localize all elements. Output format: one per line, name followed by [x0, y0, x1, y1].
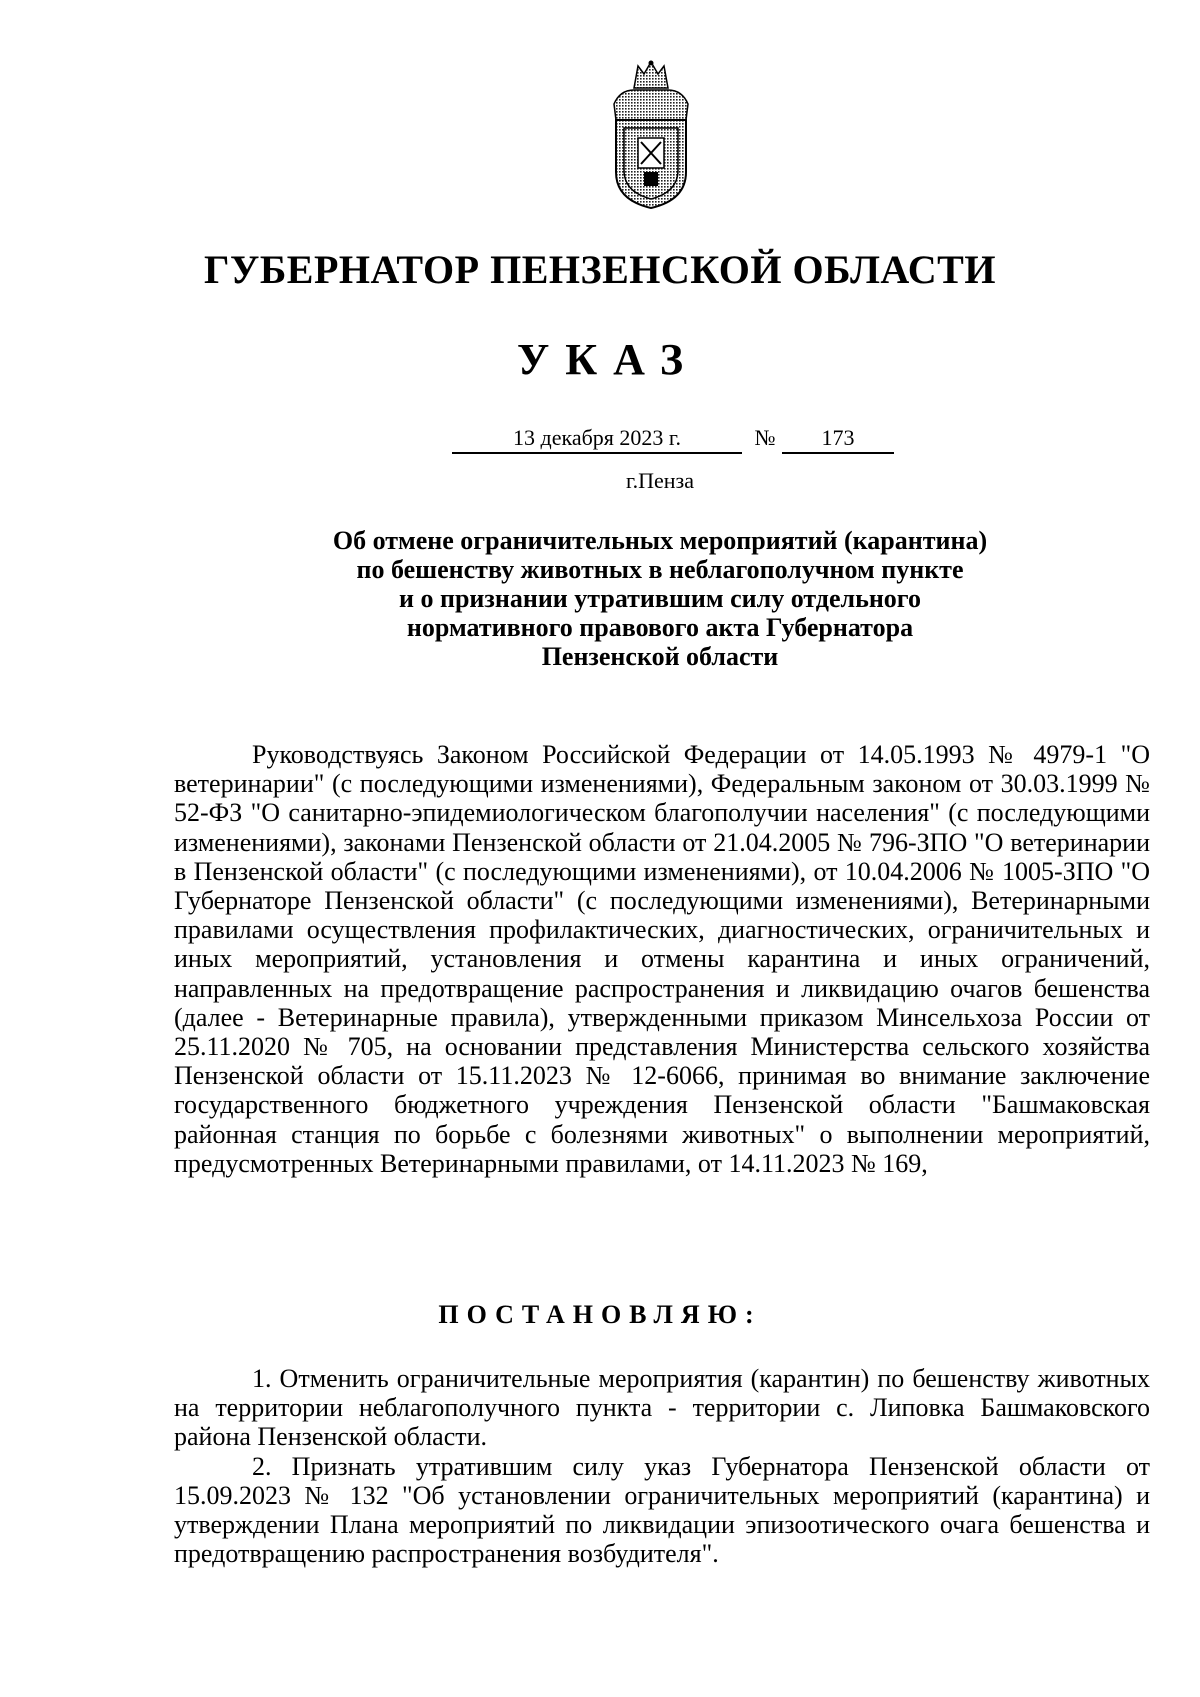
title-line: и о признании утратившим силу отдельного: [399, 584, 921, 613]
title-line: нормативного правового акта Губернатора: [406, 613, 914, 642]
document-title: [250, 526, 1070, 671]
resolution-item: 2. Признать утратившим силу указ Губернатора Пензенской области от 15.09.2023 № 132 "Об установлении ограничительных мероприятий (карантина) и утверждении Плана мероприятий по ликвидации эпизоотического очага бешенства и предотвращению распространения возбудителя".: [174, 1451, 1150, 1569]
resolution-items: [174, 1364, 1150, 1568]
number-sign: №: [754, 425, 776, 450]
preamble-paragraph: Руководствуясь Законом Российской Федерации от 14.05.1993 № 4979-1 "О ветеринарии" (с последующими изменениями), Федеральным законом от 30.03.1999 № 52-ФЗ "О санитарно-эпидемиологическом благополучии населения" (с последующими изменениями), законами Пензенской области от 21.04.2005 № 796-ЗПО "О ветеринарии в Пензенской области" (с последующими изменениями), от 10.04.2006 № 1005-ЗПО "О Губернаторе Пензенской области" (с последующими изменениями), Ветеринарными правилами осуществления профилактических, диагностических, ограничительных и иных мероприятий, установления и отмены карантина и иных ограничений, направленных на предотвращение распространения и ликвидацию очагов бешенства (далее - Ветеринарные правила), утвержденными приказом Минсельхоза России от 25.11.2020 № 705, на основании представления Министерства сельского хозяйства Пензенской области от 15.11.2023 № 12-6066, принимая во внимание заключение государственного бюджетного учреждения Пензенской области "Башмаковская районная станция по борьбе с болезнями животных" о выполнении мероприятий, предусмотренных Ветеринарными правилами, от 14.11.2023 № 169,: [174, 740, 1150, 1178]
preamble-section: [174, 740, 1150, 1178]
document-type: УКАЗ: [516, 335, 700, 384]
issuing-authority: ГУБЕРНАТОР ПЕНЗЕНСКОЙ ОБЛАСТИ: [204, 247, 996, 292]
issue-city: г.Пенза: [626, 468, 694, 493]
document-number: 173: [782, 424, 894, 454]
title-line: Об отмене ограничительных мероприятий (карантина): [332, 526, 988, 555]
resolution-item: 1. Отменить ограничительные мероприятия (карантин) по бешенству животных на территории неблагополучного пункта - территории с. Липовка Башмаковского района Пензенской области.: [174, 1364, 1150, 1452]
document-date: 13 декабря 2023 г.: [452, 424, 742, 454]
title-line: по бешенству животных в неблагополучном пункте: [356, 555, 964, 584]
resolution-heading: ПОСТАНОВЛЯЮ:: [438, 1300, 762, 1329]
title-line: Пензенской области: [541, 642, 779, 671]
coat-of-arms-emblem: [610, 60, 692, 210]
